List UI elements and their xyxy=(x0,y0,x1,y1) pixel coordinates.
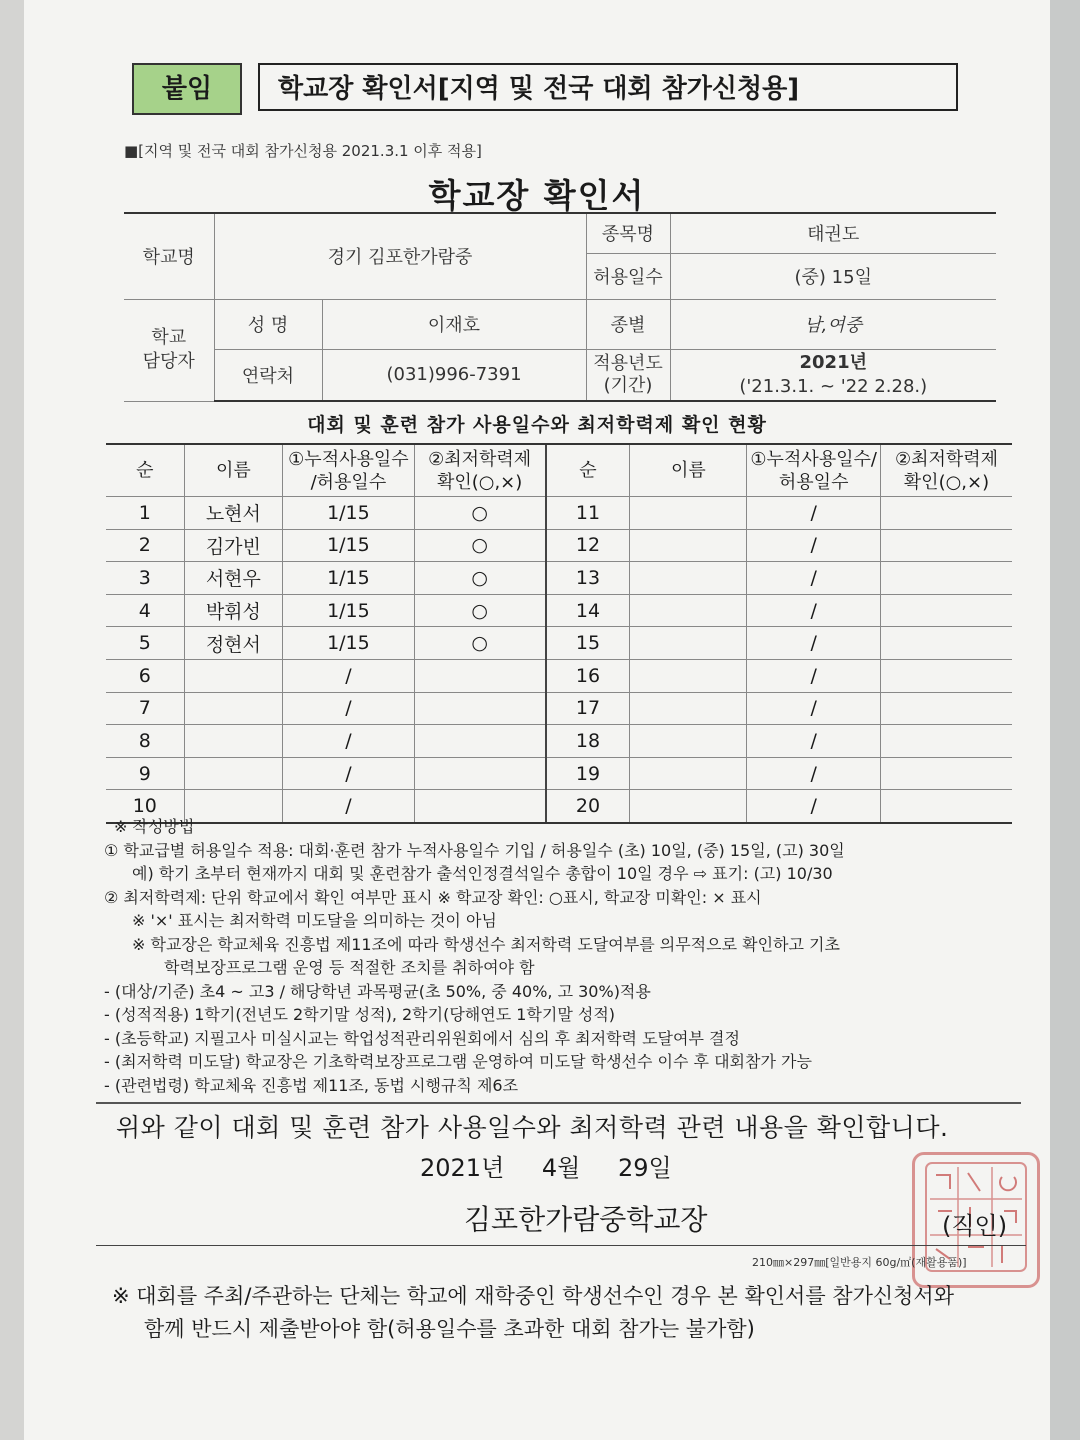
row-name xyxy=(630,529,747,562)
instruction-line: ① 학교급별 허용일수 적용: 대회·훈련 참가 누적사용일수 기입 / 허용일수 (초) 10일, (중) 15일, (고) 30일 xyxy=(104,840,845,860)
row-no: 15 xyxy=(546,627,630,660)
row-name xyxy=(630,594,747,627)
instruction-line: ※ '×' 표시는 최저학력 미도달을 의미하는 것이 아님 xyxy=(132,911,497,930)
row-check xyxy=(880,529,1012,562)
row-name xyxy=(184,725,283,758)
section-title: 대회 및 훈련 참가 사용일수와 최저학력제 확인 현황 xyxy=(307,414,767,436)
header-days: ①누적사용일수 /허용일수 xyxy=(283,444,414,497)
row-name xyxy=(184,692,283,725)
row-check xyxy=(880,725,1012,758)
row-no: 12 xyxy=(546,529,630,562)
row-days: 1/15 xyxy=(283,529,414,562)
year-label-cell xyxy=(586,349,670,401)
instruction-line: ※ 작성방법 xyxy=(114,817,195,836)
school-name-value: 경기 김포한가람중 xyxy=(214,213,586,299)
contact-label: 연락처 xyxy=(214,349,322,401)
row-no: 17 xyxy=(546,692,630,725)
table-row xyxy=(106,692,1012,725)
row-days: / xyxy=(747,757,881,790)
header-check: ②최저학력제 확인(○,×) xyxy=(880,444,1012,497)
allowed-days-value: (중) 15일 xyxy=(670,253,996,299)
row-name: 서현우 xyxy=(184,562,283,595)
row-days: / xyxy=(747,790,881,823)
row-days: / xyxy=(747,594,881,627)
table-row xyxy=(106,659,1012,692)
row-days: / xyxy=(747,627,881,660)
name-value: 이재호 xyxy=(322,299,586,349)
row-days: / xyxy=(747,529,881,562)
principal-name: 김포한가람중학교장 xyxy=(464,1203,708,1236)
year-label: 적용년도 xyxy=(593,352,663,374)
row-name: 정현서 xyxy=(184,627,283,660)
row-name xyxy=(630,497,747,530)
row-no: 5 xyxy=(106,627,184,660)
row-no: 9 xyxy=(106,757,184,790)
row-name xyxy=(630,757,747,790)
row-name: 김가빈 xyxy=(184,529,283,562)
date-day: 29일 xyxy=(618,1154,672,1182)
confirmation-statement: 위와 같이 대회 및 훈련 참가 사용일수와 최저학력 관련 내용을 확인합니다. xyxy=(116,1113,949,1142)
school-info-table xyxy=(124,212,996,402)
instruction-line: ※ 학교장은 학교체육 진흥법 제11조에 따라 학생선수 최저학력 도달여부를 의무적으로 확인하고 기초 xyxy=(132,934,840,954)
row-name xyxy=(630,627,747,660)
date-year: 2021년 xyxy=(420,1154,505,1182)
row-no: 11 xyxy=(546,497,630,530)
row-days: 1/15 xyxy=(283,627,414,660)
row-check xyxy=(414,692,545,725)
row-name: 박휘성 xyxy=(184,594,283,627)
year-value: 2021년 xyxy=(799,351,867,373)
instruction-line: - (최저학력 미도달) 학교장은 기초학력보장프로그램 운영하여 미도달 학생선수 이수 후 대회참가 가능 xyxy=(104,1052,812,1071)
row-no: 1 xyxy=(106,497,184,530)
row-days: / xyxy=(747,497,881,530)
row-no: 2 xyxy=(106,529,184,562)
name-label: 성 명 xyxy=(214,299,322,349)
row-no: 18 xyxy=(546,725,630,758)
row-no: 4 xyxy=(106,594,184,627)
row-name: 노현서 xyxy=(184,497,283,530)
row-check xyxy=(880,627,1012,660)
row-no: 20 xyxy=(546,790,630,823)
row-days: 1/15 xyxy=(283,497,414,530)
year-value-cell xyxy=(670,349,996,401)
manager-label: 학교 담당자 xyxy=(124,299,214,401)
row-days: / xyxy=(747,725,881,758)
table-row xyxy=(106,725,1012,758)
row-check: ○ xyxy=(414,627,545,660)
attachment-label: 붙임 xyxy=(132,63,242,115)
table-row xyxy=(106,562,1012,595)
row-no: 7 xyxy=(106,692,184,725)
row-no: 6 xyxy=(106,659,184,692)
document-sheet xyxy=(24,0,1050,1440)
row-check xyxy=(414,757,545,790)
row-check xyxy=(414,659,545,692)
instruction-line: ② 최저학력제: 단위 학교에서 확인 여부만 표시 ※ 학교장 확인: ○표시, 학교장 미확인: × 표시 xyxy=(104,887,762,907)
table-row xyxy=(106,627,1012,660)
row-no: 14 xyxy=(546,594,630,627)
year-period: ('21.3.1. ~ '22 2.28.) xyxy=(739,375,928,397)
sport-value: 태권도 xyxy=(670,213,996,253)
participation-table xyxy=(106,443,1012,824)
sport-label: 종목명 xyxy=(586,213,670,253)
header-check: ②최저학력제 확인(○,×) xyxy=(414,444,545,497)
instruction-line: 예) 학기 초부터 현재까지 대회 및 훈련참가 출석인정결석일수 총합이 10일 경우 ⇨ 표기: (고) 10/30 xyxy=(132,864,833,883)
header-name: 이름 xyxy=(630,444,747,497)
row-days: 1/15 xyxy=(283,594,414,627)
row-no: 13 xyxy=(546,562,630,595)
row-days: / xyxy=(283,725,414,758)
instruction-line: - (초등학교) 지필고사 미실시교는 학업성적관리위원회에서 심의 후 최저학력 도달여부 결정 xyxy=(104,1028,740,1048)
form-subnote: ■[지역 및 전국 대회 참가신청용 2021.3.1 이후 적용] xyxy=(124,142,482,160)
row-check xyxy=(880,594,1012,627)
divider xyxy=(96,1245,1026,1246)
school-name-label: 학교명 xyxy=(124,213,214,299)
row-days: 1/15 xyxy=(283,562,414,595)
header-no: 순 xyxy=(546,444,630,497)
table-row xyxy=(106,529,1012,562)
row-no: 19 xyxy=(546,757,630,790)
row-no: 10 xyxy=(106,790,184,823)
row-check xyxy=(880,497,1012,530)
row-check xyxy=(414,725,545,758)
row-check xyxy=(880,692,1012,725)
footer-note xyxy=(112,1280,1032,1346)
row-name xyxy=(184,757,283,790)
issue-date xyxy=(420,1148,702,1183)
row-name xyxy=(184,659,283,692)
row-no: 3 xyxy=(106,562,184,595)
date-month: 4월 xyxy=(541,1154,581,1182)
row-name xyxy=(630,692,747,725)
row-check xyxy=(880,659,1012,692)
form-title-box: 학교장 확인서[지역 및 전국 대회 참가신청용] xyxy=(258,63,958,111)
row-days: / xyxy=(283,757,414,790)
footer-line-1: ※ 대회를 주최/주관하는 단체는 학교에 재학중인 학생선수인 경우 본 확인서를 참가신청서와 xyxy=(112,1284,955,1308)
row-name xyxy=(630,659,747,692)
row-name xyxy=(630,725,747,758)
row-days: / xyxy=(747,562,881,595)
header-name: 이름 xyxy=(184,444,283,497)
instructions xyxy=(104,815,1044,1097)
header-days: ①누적사용일수/ 허용일수 xyxy=(747,444,881,497)
row-no: 8 xyxy=(106,725,184,758)
row-days: / xyxy=(283,790,414,823)
instruction-line: - (성적적용) 1학기(전년도 2학기말 성적), 2학기(당해연도 1학기말 성적) xyxy=(104,1005,616,1024)
row-check xyxy=(880,562,1012,595)
row-check: ○ xyxy=(414,562,545,595)
row-name xyxy=(630,562,747,595)
row-days: / xyxy=(283,692,414,725)
allowed-days-label: 허용일수 xyxy=(586,253,670,299)
row-days: / xyxy=(747,692,881,725)
instruction-line: - (관련법령) 학교체육 진흥법 제11조, 동법 시행규칙 제6조 xyxy=(104,1075,519,1095)
paper-spec: 210㎜×297㎜[일반용지 60g/㎡(재활용품)] xyxy=(752,1256,967,1269)
footer-line-2: 함께 반드시 제출받아야 함(허용일수를 초과한 대회 참가는 불가함) xyxy=(144,1317,755,1341)
divider xyxy=(96,1102,1021,1104)
contact-value: (031)996-7391 xyxy=(322,349,586,401)
document-title: 학교장 확인서 xyxy=(428,176,646,215)
gender-label: 종별 xyxy=(586,299,670,349)
seal-mark: (직인) xyxy=(942,1212,1008,1240)
row-check: ○ xyxy=(414,594,545,627)
table-row xyxy=(106,497,1012,530)
row-days: / xyxy=(747,659,881,692)
row-check: ○ xyxy=(414,497,545,530)
instruction-line: - (대상/기준) 초4 ~ 고3 / 해당학년 과목평균(초 50%, 중 40%, 고 30%)적용 xyxy=(104,981,651,1001)
instruction-line: 학력보장프로그램 운영 등 적절한 조치를 취하여야 함 xyxy=(164,958,535,977)
row-check: ○ xyxy=(414,529,545,562)
table-row xyxy=(106,594,1012,627)
row-days: / xyxy=(283,659,414,692)
table-row xyxy=(106,757,1012,790)
year-label-period: (기간) xyxy=(603,374,653,396)
gender-value: 남,여중 xyxy=(670,299,996,349)
header-no: 순 xyxy=(106,444,184,497)
row-no: 16 xyxy=(546,659,630,692)
row-check xyxy=(880,757,1012,790)
